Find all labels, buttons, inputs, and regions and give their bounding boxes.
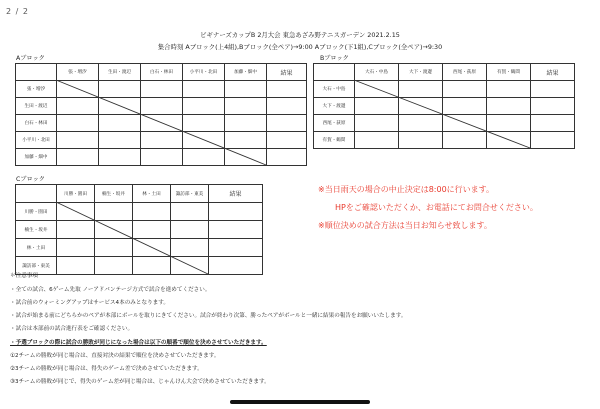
tiebreak-rule-1: ①2チームの勝敗が同じ場合は、直接対決の結果で順位を決めさせていただきます。 [10, 353, 220, 359]
block-b-label: Bブロック [320, 55, 349, 62]
score-cell [57, 257, 95, 275]
self-match-cell [95, 221, 133, 239]
self-match-cell [57, 81, 99, 98]
score-cell [141, 98, 183, 115]
table-row [16, 98, 307, 115]
result-cell [209, 257, 263, 275]
score-cell [487, 115, 531, 132]
column-header-pair: 有賀・鶴間 [487, 64, 531, 81]
result-cell [267, 132, 307, 149]
row-header-pair: 大石・中島 [314, 81, 355, 98]
result-cell [267, 98, 307, 115]
score-cell [95, 203, 133, 221]
note-item: ・試合は本部前の試合進行表をご確認ください。 [10, 326, 134, 332]
rain-notice: ※当日雨天の場合の中止決定は8:00に行います。 [318, 185, 495, 194]
block-a-label: Aブロック [16, 55, 45, 62]
score-cell [95, 257, 133, 275]
home-indicator-bar [230, 400, 370, 404]
score-cell [99, 132, 141, 149]
tiebreak-heading: ・予選ブロックの際に試合の勝敗が同じになった場合は以下の順番で順位を決めさせていただきます。 [10, 340, 267, 346]
score-cell [183, 98, 225, 115]
result-header: 結果 [267, 64, 307, 81]
score-cell [399, 132, 443, 149]
score-cell [355, 115, 399, 132]
self-match-cell [225, 149, 267, 166]
self-match-cell [399, 98, 443, 115]
table-row [16, 221, 263, 239]
score-cell [399, 81, 443, 98]
block-c-label: Cブロック [16, 176, 45, 183]
score-cell [99, 149, 141, 166]
table-row [16, 115, 307, 132]
note-item: ・試合が始まる前にどちらかのペアが本部にボールを取りにきてください。試合が終わり次第、勝ったペアがボールと一緒に結果の報告をお願いいたします。 [10, 313, 407, 319]
score-cell [133, 203, 171, 221]
score-cell [183, 81, 225, 98]
row-header-pair: 張・増汐 [16, 81, 57, 98]
score-cell [225, 98, 267, 115]
score-cell [225, 115, 267, 132]
result-cell [209, 221, 263, 239]
score-cell [99, 81, 141, 98]
table-row [16, 132, 307, 149]
column-header-pair: 諏訪部・東美 [171, 185, 209, 203]
row-header-pair: 生田・渡辺 [16, 98, 57, 115]
self-match-cell [141, 115, 183, 132]
column-header-pair: 大石・中島 [355, 64, 399, 81]
score-cell [443, 81, 487, 98]
score-cell [487, 98, 531, 115]
result-cell [531, 81, 575, 98]
table-row [16, 149, 307, 166]
column-header-pair: 白石・林田 [141, 64, 183, 81]
score-cell [487, 81, 531, 98]
row-header-pair: 大下・渡邊 [314, 98, 355, 115]
result-cell [209, 239, 263, 257]
self-match-cell [171, 257, 209, 275]
table-row [16, 81, 307, 98]
result-cell [531, 115, 575, 132]
tiebreak-rule-3: ③3チームの勝敗が同じで、得失のゲーム差が同じ場合は、じゃんけん大会で決めさせていただきます。 [10, 379, 270, 385]
table-row [16, 203, 263, 221]
table-row [314, 115, 575, 132]
row-header-pair: 林・土田 [16, 239, 57, 257]
self-match-cell [183, 132, 225, 149]
table-row [314, 98, 575, 115]
score-cell [443, 98, 487, 115]
row-header-pair: 楠生・坂井 [16, 221, 57, 239]
score-cell [57, 239, 95, 257]
score-cell [225, 132, 267, 149]
row-header-pair: 白石・林田 [16, 115, 57, 132]
score-cell [57, 132, 99, 149]
score-cell [133, 257, 171, 275]
block-b-table [313, 63, 575, 149]
note-item: ・全ての試合、6ゲーム先取 ノーアドバンテージ方式で試合を進めてください。 [10, 287, 211, 293]
assembly-time-text: 集合時刻 Aブロック(上4組),Bブロック(全ペア)→9:00 Aブロック(下1組),Cブロック(全ペア)→9:30 [157, 43, 443, 51]
self-match-cell [57, 203, 95, 221]
score-cell [183, 149, 225, 166]
row-header-pair: 有賀・鶴間 [314, 132, 355, 149]
column-header-pair: 大下・渡邊 [399, 64, 443, 81]
column-header-pair: 川勝・園田 [57, 185, 95, 203]
score-cell [133, 221, 171, 239]
column-header-pair: 西尾・荻原 [443, 64, 487, 81]
hp-notice: HPをご確認いただくか、お電話にてお問合せください。 [335, 203, 538, 212]
column-header-pair: 楠生・坂井 [95, 185, 133, 203]
score-cell [99, 115, 141, 132]
table-row [16, 239, 263, 257]
table-row [314, 81, 575, 98]
score-cell [355, 98, 399, 115]
self-match-cell [443, 115, 487, 132]
block-a-table [15, 63, 307, 166]
table-row [16, 257, 263, 275]
note-item: ・試合前のウォーミングアップはサービス4本のみとなります。 [10, 300, 170, 306]
corner-cell [16, 185, 57, 203]
score-cell [443, 132, 487, 149]
result-cell [267, 115, 307, 132]
corner-cell [314, 64, 355, 81]
notes-heading: ＊注意事項 [10, 273, 38, 279]
result-cell [267, 149, 307, 166]
ranking-notice: ※順位決めの試合方法は当日お知らせ致します。 [318, 221, 492, 230]
block-c-table [15, 184, 263, 275]
column-header-pair: 林・土田 [133, 185, 171, 203]
column-header-pair: 張・増汐 [57, 64, 99, 81]
row-header-pair: 西尾・荻原 [314, 115, 355, 132]
self-match-cell [355, 81, 399, 98]
score-cell [171, 239, 209, 257]
row-header-pair: 諏訪部・東美 [16, 257, 57, 275]
result-cell [531, 98, 575, 115]
score-cell [141, 132, 183, 149]
score-cell [171, 203, 209, 221]
column-header-pair: 生田・渡辺 [99, 64, 141, 81]
result-cell [531, 132, 575, 149]
row-header-pair: 加藤・畑中 [16, 149, 57, 166]
score-cell [183, 115, 225, 132]
self-match-cell [99, 98, 141, 115]
self-match-cell [133, 239, 171, 257]
score-cell [141, 149, 183, 166]
result-cell [267, 81, 307, 98]
page-indicator: 2 / 2 [6, 7, 29, 16]
score-cell [57, 98, 99, 115]
row-header-pair: 川勝・園田 [16, 203, 57, 221]
column-header-pair: 加藤・畑中 [225, 64, 267, 81]
row-header-pair: 小平川・北田 [16, 132, 57, 149]
result-cell [209, 203, 263, 221]
score-cell [57, 115, 99, 132]
page-title: ビギナーズカップB 2月大会 東急あざみ野テニスガーデン 2021.2.15 [200, 31, 400, 39]
score-cell [141, 81, 183, 98]
corner-cell [16, 64, 57, 81]
tiebreak-rule-2: ②3チームの勝敗が同じ場合は、得失のゲーム差で決めさせていただきます。 [10, 366, 203, 372]
self-match-cell [487, 132, 531, 149]
score-cell [57, 221, 95, 239]
score-cell [95, 239, 133, 257]
result-header: 結果 [209, 185, 263, 203]
score-cell [225, 81, 267, 98]
score-cell [399, 115, 443, 132]
score-cell [171, 221, 209, 239]
score-cell [355, 132, 399, 149]
table-row [314, 132, 575, 149]
result-header: 結果 [531, 64, 575, 81]
score-cell [57, 149, 99, 166]
column-header-pair: 小平川・北田 [183, 64, 225, 81]
